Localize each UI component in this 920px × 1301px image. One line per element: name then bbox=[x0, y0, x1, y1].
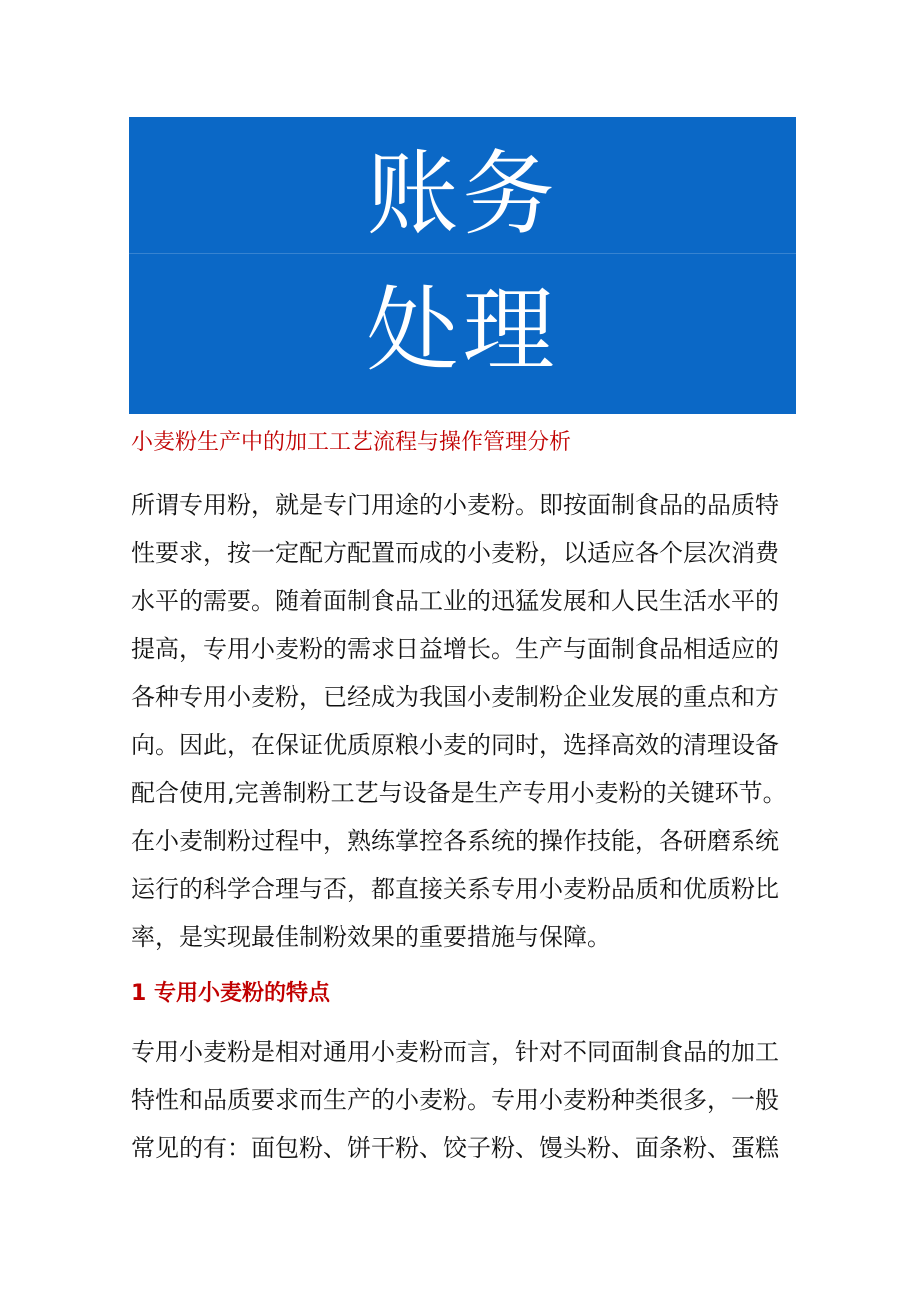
paragraph-line: 运行的科学合理与否，都直接关系专用小麦粉品质和优质粉比 bbox=[131, 875, 779, 903]
document-subtitle: 小麦粉生产中的加工工艺流程与操作管理分析 bbox=[131, 430, 572, 455]
paragraph-line: 所谓专用粉，就是专门用途的小麦粉。即按面制食品的品质特 bbox=[131, 491, 779, 519]
paragraph-line: 向。因此，在保证优质原粮小麦的同时，选择高效的清理设备 bbox=[131, 731, 779, 759]
paragraph-line: 在小麦制粉过程中，熟练掌控各系统的操作技能，各研磨系统 bbox=[131, 827, 779, 855]
paragraph-line: 专用小麦粉是相对通用小麦粉而言，针对不同面制食品的加工 bbox=[131, 1038, 779, 1066]
paragraph-line: 特性和品质要求而生产的小麦粉。专用小麦粉种类很多，一般 bbox=[131, 1086, 779, 1114]
paragraph-line: 常见的有：面包粉、饼干粉、饺子粉、馒头粉、面条粉、蛋糕 bbox=[131, 1134, 779, 1162]
paragraph-line: 提高，专用小麦粉的需求日益增长。生产与面制食品相适应的 bbox=[131, 635, 779, 663]
banner-title-line-2: 处理 bbox=[366, 277, 559, 384]
paragraph-line: 性要求，按一定配方配置而成的小麦粉，以适应各个层次消费 bbox=[131, 539, 779, 567]
title-banner bbox=[129, 117, 796, 414]
banner-divider bbox=[129, 253, 796, 254]
section-paragraph bbox=[131, 1028, 799, 1172]
paragraph-line: 水平的需要。随着面制食品工业的迅猛发展和人民生活水平的 bbox=[131, 587, 779, 615]
paragraph-line: 率，是实现最佳制粉效果的重要措施与保障。 bbox=[131, 923, 611, 951]
paragraph-line: 各种专用小麦粉，已经成为我国小麦制粉企业发展的重点和方 bbox=[131, 683, 779, 711]
section-heading: 1 专用小麦粉的特点 bbox=[131, 981, 330, 1006]
paragraph-line: 配合使用,完善制粉工艺与设备是生产专用小麦粉的关键环节。 bbox=[131, 779, 787, 807]
banner-title-line-1: 账务 bbox=[366, 141, 559, 248]
intro-paragraph bbox=[131, 481, 799, 961]
